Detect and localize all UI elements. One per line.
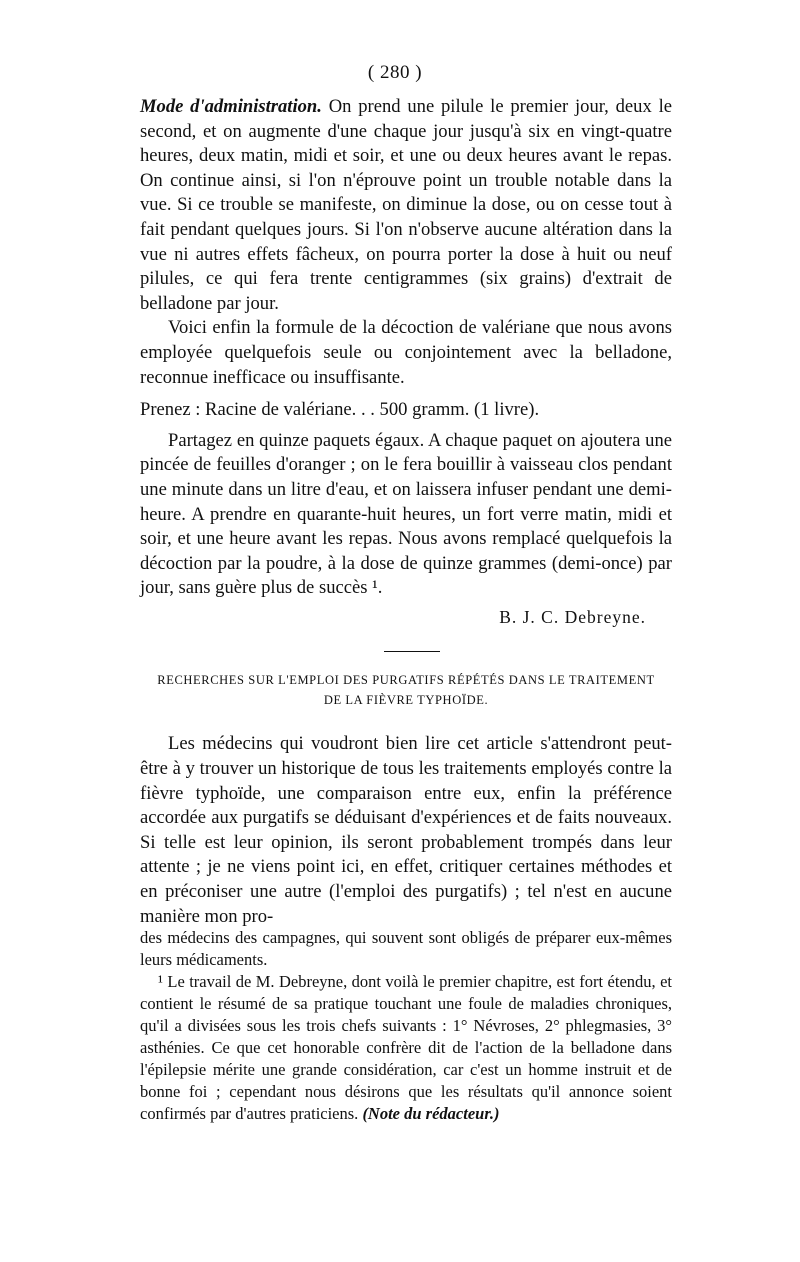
paragraph-administration: [140, 95, 672, 316]
page-number: ( 280 ): [367, 62, 423, 83]
paragraph-valeriane-intro: Voici enfin la formule de la décoction de valériane que nous avons employée quelquefois seule ou conjointement avec la belladone, reconnue inefficace ou insuffisante.: [140, 317, 672, 388]
paragraph-preparation: Partagez en quinze paquets égaux. A chaque paquet on ajoutera une pincée de feuilles d'oranger ; on le fera bouillir à vaisseau clos pendant une minute dans un litre d'eau, et on laissera infuser pendant une demi-heure. A prendre en quarante-huit heures, un fort verre matin, midi et soir, et une heure avant les repas. Nous avons remplacé quelquefois la décoction par la poudre, à la dose de quinze grammes (demi-once) par jour, sans guère plus de succès ¹.: [140, 429, 672, 599]
article-title-line-1: RECHERCHES SUR L'EMPLOI DES PURGATIFS RÉPÉTÉS DANS LE TRAITEMENT: [157, 673, 655, 688]
footnote-1-text: ¹ Le travail de M. Debreyne, dont voilà le premier chapitre, est fort étendu, et contient le résumé de sa pratique touchant une foule de maladies chroniques, qu'il a divisées sous les trois chefs suivants : 1° Névroses, 2° phlegmasies, 3° asthénies. Ce que cet honorable confrère dit de l'action de la belladone dans l'épilepsie mérite une grande considération, car c'est un homme instruit et de bonne foi ; cependant nous désirons que les résultats qu'il annonce soient confirmés par d'autres praticiens.: [140, 972, 672, 1123]
prescription-line: Prenez : Racine de valériane. . . 500 gramm. (1 livre).: [140, 399, 540, 421]
section-lead: Mode d'administration.: [140, 96, 322, 117]
article-title: [140, 670, 672, 710]
paragraph-article-intro: Les médecins qui voudront bien lire cet article s'attendront peut-être à y trouver un historique de tous les traitements employés contre la fièvre typhoïde, une comparaison entre eux, enfin la préférence accordée aux purgatifs se déduisant d'expériences et de faits nouveaux. Si telle est leur opinion, ils seront probablement trompés dans leur attente ; je ne viens point ici, en effet, critiquer certaines méthodes et en préconiser une autre (l'emploi des purgatifs) ; tel n'est en aucune manière mon pro-: [140, 733, 672, 927]
section-divider: [384, 651, 440, 652]
paragraph-administration-text: On prend une pilule le premier jour, deux le second, et on augmente d'une chaque jour jusqu'à six en vingt-quatre heures, deux matin, midi et soir, et une ou deux heures avant le repas. On continue ainsi, si l'on n'éprouve point un trouble notable dans la vue. Si ce trouble se manifeste, on diminue la dose, ou on cesse tout à fait pendant quelques jours. Si l'on n'observe aucune altération dans la vue ni autres effets fâcheux, on pourra porter la dose à huit ou neuf pilules, ce qui fera trente centigrammes (six grains) d'extrait de belladone par jour.: [140, 96, 672, 314]
footnote-attribution: (Note du rédacteur.): [362, 1104, 500, 1123]
footnote-1: [140, 971, 672, 1125]
main-text: [140, 95, 672, 929]
article-title-line-2: DE LA FIÈVRE TYPHOÏDE.: [323, 693, 489, 708]
author-signature: B. J. C. Debreyne.: [499, 606, 646, 627]
footnote-continued: des médecins des campagnes, qui souvent sont obligés de préparer eux-mêmes leurs médicaments.: [140, 928, 672, 969]
footnotes: [140, 927, 672, 1125]
